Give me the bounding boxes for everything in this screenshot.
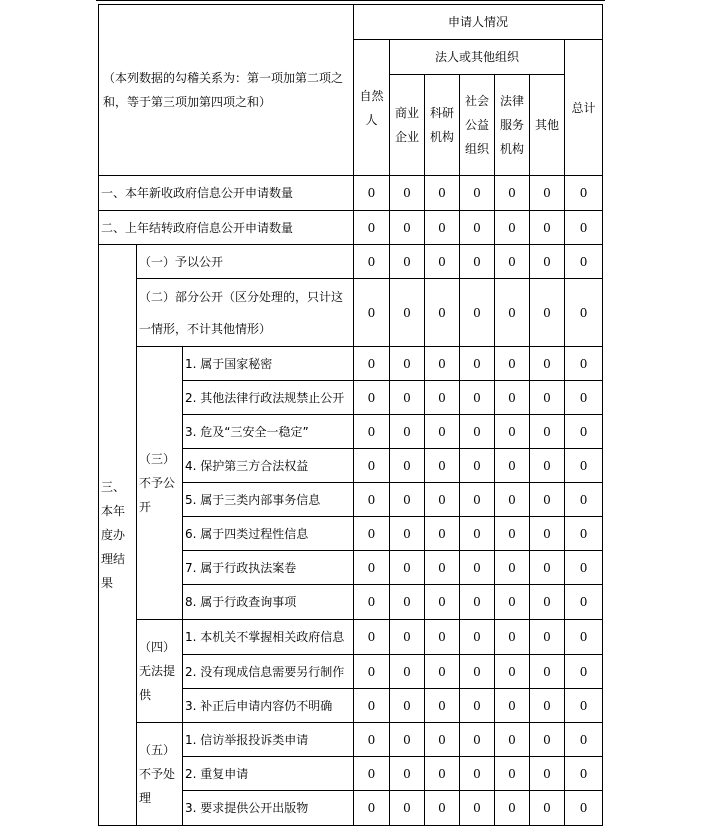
row-label: 1. 本机关不掌握相关政府信息	[183, 620, 354, 655]
value-cell: 0	[565, 211, 603, 245]
value-cell: 0	[530, 551, 565, 585]
value-cell: 0	[565, 245, 603, 279]
row-label: 3. 危及“三安全一稳定”	[183, 415, 354, 449]
value-cell: 0	[530, 279, 565, 347]
social-welfare-header: 社会公益组织	[460, 75, 495, 176]
value-cell: 0	[390, 620, 425, 655]
value-cell: 0	[425, 483, 460, 517]
information-disclosure-table	[98, 4, 603, 826]
value-cell: 0	[425, 585, 460, 620]
legal-person-group-header: 法人或其他组织	[390, 40, 565, 75]
value-cell: 0	[425, 551, 460, 585]
table-row	[99, 211, 603, 245]
value-cell: 0	[495, 245, 530, 279]
value-cell: 0	[460, 381, 495, 415]
value-cell: 0	[460, 551, 495, 585]
row-label: 7. 属于行政执法案卷	[183, 551, 354, 585]
value-cell: 0	[354, 176, 390, 211]
value-cell: 0	[495, 620, 530, 655]
value-cell: 0	[354, 483, 390, 517]
value-cell: 0	[565, 723, 603, 757]
value-cell: 0	[460, 415, 495, 449]
row-label: （二）部分公开（区分处理的，只计这一情形，不计其他情形）	[137, 279, 354, 347]
value-cell: 0	[530, 585, 565, 620]
value-cell: 0	[390, 585, 425, 620]
value-cell: 0	[354, 655, 390, 689]
value-cell: 0	[354, 723, 390, 757]
value-cell: 0	[390, 483, 425, 517]
row-label: 3. 补正后申请内容仍不明确	[183, 689, 354, 723]
value-cell: 0	[390, 723, 425, 757]
value-cell: 0	[565, 347, 603, 381]
value-cell: 0	[495, 176, 530, 211]
total-header: 总计	[565, 40, 603, 176]
value-cell: 0	[390, 791, 425, 826]
value-cell: 0	[565, 689, 603, 723]
value-cell: 0	[530, 245, 565, 279]
table-row	[99, 279, 603, 347]
value-cell: 0	[390, 381, 425, 415]
value-cell: 0	[425, 757, 460, 791]
value-cell: 0	[354, 449, 390, 483]
value-cell: 0	[460, 585, 495, 620]
value-cell: 0	[425, 723, 460, 757]
value-cell: 0	[425, 791, 460, 826]
value-cell: 0	[354, 211, 390, 245]
value-cell: 0	[565, 279, 603, 347]
value-cell: 0	[425, 689, 460, 723]
value-cell: 0	[390, 245, 425, 279]
value-cell: 0	[530, 689, 565, 723]
value-cell: 0	[530, 483, 565, 517]
value-cell: 0	[495, 585, 530, 620]
value-cell: 0	[565, 757, 603, 791]
value-cell: 0	[460, 176, 495, 211]
value-cell: 0	[495, 723, 530, 757]
value-cell: 0	[495, 689, 530, 723]
value-cell: 0	[530, 620, 565, 655]
value-cell: 0	[460, 689, 495, 723]
value-cell: 0	[460, 347, 495, 381]
value-cell: 0	[565, 620, 603, 655]
value-cell: 0	[425, 655, 460, 689]
value-cell: 0	[565, 449, 603, 483]
value-cell: 0	[425, 211, 460, 245]
value-cell: 0	[530, 655, 565, 689]
value-cell: 0	[390, 655, 425, 689]
value-cell: 0	[390, 449, 425, 483]
value-cell: 0	[530, 757, 565, 791]
value-cell: 0	[460, 620, 495, 655]
table-row	[99, 347, 603, 381]
table-row	[99, 723, 603, 757]
value-cell: 0	[565, 483, 603, 517]
table-row	[99, 620, 603, 655]
value-cell: 0	[354, 347, 390, 381]
value-cell: 0	[565, 415, 603, 449]
value-cell: 0	[565, 551, 603, 585]
value-cell: 0	[354, 689, 390, 723]
applicant-status-header: 申请人情况	[354, 5, 603, 40]
table-row	[99, 176, 603, 211]
value-cell: 0	[354, 415, 390, 449]
value-cell: 0	[425, 517, 460, 551]
value-cell: 0	[425, 415, 460, 449]
value-cell: 0	[390, 415, 425, 449]
row-label: 3. 要求提供公开出版物	[183, 791, 354, 826]
value-cell: 0	[565, 585, 603, 620]
value-cell: 0	[565, 791, 603, 826]
value-cell: 0	[354, 620, 390, 655]
value-cell: 0	[460, 449, 495, 483]
research-header: 科研机构	[425, 75, 460, 176]
value-cell: 0	[495, 551, 530, 585]
value-cell: 0	[530, 381, 565, 415]
value-cell: 0	[460, 791, 495, 826]
value-cell: 0	[495, 655, 530, 689]
value-cell: 0	[425, 176, 460, 211]
value-cell: 0	[495, 449, 530, 483]
value-cell: 0	[354, 517, 390, 551]
value-cell: 0	[354, 279, 390, 347]
value-cell: 0	[565, 655, 603, 689]
value-cell: 0	[495, 483, 530, 517]
value-cell: 0	[495, 517, 530, 551]
row-label: 二、上年结转政府信息公开申请数量	[99, 211, 354, 245]
value-cell: 0	[495, 347, 530, 381]
value-cell: 0	[354, 791, 390, 826]
row-label: 1. 信访举报投诉类申请	[183, 723, 354, 757]
header-note: （本列数据的勾稽关系为：第一项加第二项之和，等于第三项加第四项之和）	[99, 5, 354, 176]
not-handle-label: （五）不予处理	[137, 723, 183, 826]
row-label: 6. 属于四类过程性信息	[183, 517, 354, 551]
value-cell: 0	[495, 381, 530, 415]
value-cell: 0	[565, 517, 603, 551]
row-label: 4. 保护第三方合法权益	[183, 449, 354, 483]
value-cell: 0	[425, 449, 460, 483]
value-cell: 0	[354, 757, 390, 791]
row-label: 1. 属于国家秘密	[183, 347, 354, 381]
table-row	[99, 245, 603, 279]
value-cell: 0	[495, 791, 530, 826]
row-label: 5. 属于三类内部事务信息	[183, 483, 354, 517]
value-cell: 0	[460, 517, 495, 551]
value-cell: 0	[495, 279, 530, 347]
value-cell: 0	[530, 415, 565, 449]
value-cell: 0	[565, 176, 603, 211]
value-cell: 0	[390, 211, 425, 245]
value-cell: 0	[460, 245, 495, 279]
value-cell: 0	[460, 279, 495, 347]
value-cell: 0	[495, 757, 530, 791]
value-cell: 0	[390, 689, 425, 723]
row-label: 2. 重复申请	[183, 757, 354, 791]
value-cell: 0	[425, 381, 460, 415]
value-cell: 0	[460, 723, 495, 757]
row-label: 2. 没有现成信息需要另行制作	[183, 655, 354, 689]
not-disclose-label: （三）不予公开	[137, 347, 183, 620]
value-cell: 0	[425, 347, 460, 381]
value-cell: 0	[460, 211, 495, 245]
value-cell: 0	[530, 211, 565, 245]
value-cell: 0	[530, 347, 565, 381]
value-cell: 0	[495, 211, 530, 245]
row-label: （一）予以公开	[137, 245, 354, 279]
value-cell: 0	[390, 279, 425, 347]
legal-service-header: 法律服务机构	[495, 75, 530, 176]
value-cell: 0	[460, 483, 495, 517]
section3-label: 三、本年度办理结果	[99, 245, 137, 826]
value-cell: 0	[530, 723, 565, 757]
value-cell: 0	[530, 517, 565, 551]
value-cell: 0	[495, 415, 530, 449]
value-cell: 0	[530, 176, 565, 211]
row-label: 8. 属于行政查询事项	[183, 585, 354, 620]
value-cell: 0	[460, 655, 495, 689]
value-cell: 0	[460, 757, 495, 791]
value-cell: 0	[354, 551, 390, 585]
value-cell: 0	[390, 517, 425, 551]
value-cell: 0	[354, 585, 390, 620]
value-cell: 0	[390, 551, 425, 585]
value-cell: 0	[354, 245, 390, 279]
value-cell: 0	[425, 245, 460, 279]
value-cell: 0	[425, 279, 460, 347]
row-label: 一、本年新收政府信息公开申请数量	[99, 176, 354, 211]
value-cell: 0	[390, 176, 425, 211]
value-cell: 0	[530, 449, 565, 483]
value-cell: 0	[425, 620, 460, 655]
commercial-header: 商业企业	[390, 75, 425, 176]
value-cell: 0	[390, 757, 425, 791]
row-label: 2. 其他法律行政法规禁止公开	[183, 381, 354, 415]
value-cell: 0	[390, 347, 425, 381]
value-cell: 0	[530, 791, 565, 826]
value-cell: 0	[354, 381, 390, 415]
natural-person-header: 自然人	[354, 40, 390, 176]
unable-label: （四）无法提供	[137, 620, 183, 723]
other-header: 其他	[530, 75, 565, 176]
value-cell: 0	[565, 381, 603, 415]
